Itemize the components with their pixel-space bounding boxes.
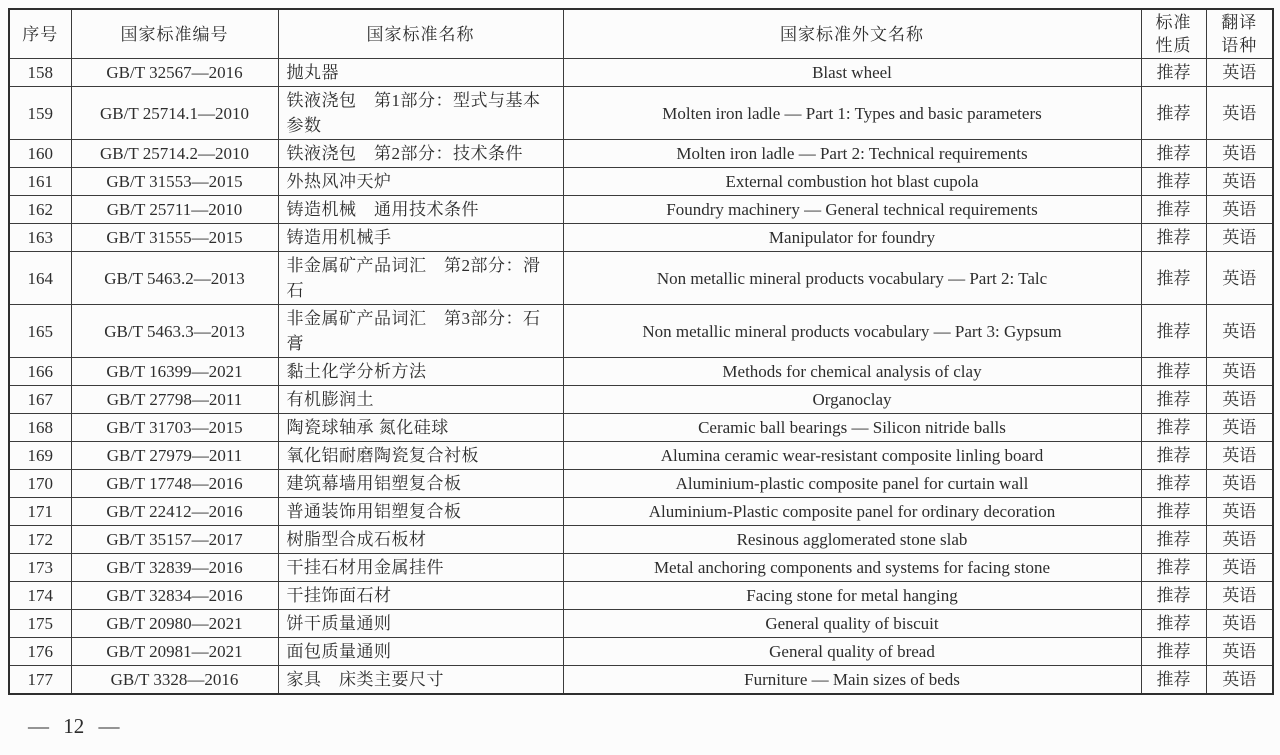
cell-code: GB/T 5463.3—2013 bbox=[71, 305, 278, 358]
cell-name: 家具 床类主要尺寸 bbox=[278, 666, 563, 695]
cell-nature: 推荐 bbox=[1141, 526, 1206, 554]
cell-serial: 177 bbox=[9, 666, 71, 695]
table-row bbox=[9, 498, 1273, 526]
cell-language: 英语 bbox=[1206, 168, 1273, 196]
cell-english-name: Alumina ceramic wear-resistant composite linling board bbox=[563, 442, 1141, 470]
cell-name: 铸造用机械手 bbox=[278, 224, 563, 252]
cell-language: 英语 bbox=[1206, 59, 1273, 87]
cell-nature: 推荐 bbox=[1141, 582, 1206, 610]
cell-code: GB/T 17748—2016 bbox=[71, 470, 278, 498]
cell-serial: 174 bbox=[9, 582, 71, 610]
cell-code: GB/T 20980—2021 bbox=[71, 610, 278, 638]
column-header-language-line1: 翻译 bbox=[1221, 13, 1258, 32]
cell-name: 氧化铝耐磨陶瓷复合衬板 bbox=[278, 442, 563, 470]
cell-code: GB/T 32567—2016 bbox=[71, 59, 278, 87]
column-header-nature bbox=[1141, 9, 1206, 59]
cell-name: 干挂石材用金属挂件 bbox=[278, 554, 563, 582]
cell-name: 树脂型合成石板材 bbox=[278, 526, 563, 554]
cell-nature: 推荐 bbox=[1141, 224, 1206, 252]
cell-english-name: Non metallic mineral products vocabulary — Part 3: Gypsum bbox=[563, 305, 1141, 358]
cell-language: 英语 bbox=[1206, 196, 1273, 224]
cell-nature: 推荐 bbox=[1141, 610, 1206, 638]
column-header-nature-line1: 标准 bbox=[1155, 13, 1192, 32]
cell-name: 非金属矿产品词汇 第2部分：滑石 bbox=[278, 252, 563, 305]
cell-english-name: Manipulator for foundry bbox=[563, 224, 1141, 252]
table-row bbox=[9, 666, 1273, 695]
cell-nature: 推荐 bbox=[1141, 196, 1206, 224]
table-row bbox=[9, 442, 1273, 470]
cell-name: 黏土化学分析方法 bbox=[278, 358, 563, 386]
cell-language: 英语 bbox=[1206, 386, 1273, 414]
cell-name: 普通装饰用铝塑复合板 bbox=[278, 498, 563, 526]
cell-language: 英语 bbox=[1206, 610, 1273, 638]
cell-nature: 推荐 bbox=[1141, 498, 1206, 526]
cell-code: GB/T 31553—2015 bbox=[71, 168, 278, 196]
cell-english-name: Methods for chemical analysis of clay bbox=[563, 358, 1141, 386]
cell-code: GB/T 35157—2017 bbox=[71, 526, 278, 554]
cell-nature: 推荐 bbox=[1141, 638, 1206, 666]
table-row bbox=[9, 196, 1273, 224]
column-header-english-name: 国家标准外文名称 bbox=[563, 9, 1141, 59]
cell-serial: 171 bbox=[9, 498, 71, 526]
cell-nature: 推荐 bbox=[1141, 386, 1206, 414]
table-row bbox=[9, 87, 1273, 140]
cell-nature: 推荐 bbox=[1141, 442, 1206, 470]
cell-english-name: Blast wheel bbox=[563, 59, 1141, 87]
cell-nature: 推荐 bbox=[1141, 252, 1206, 305]
cell-english-name: Metal anchoring components and systems for facing stone bbox=[563, 554, 1141, 582]
cell-serial: 164 bbox=[9, 252, 71, 305]
cell-nature: 推荐 bbox=[1141, 87, 1206, 140]
cell-name: 抛丸器 bbox=[278, 59, 563, 87]
cell-serial: 163 bbox=[9, 224, 71, 252]
cell-english-name: Ceramic ball bearings — Silicon nitride balls bbox=[563, 414, 1141, 442]
cell-language: 英语 bbox=[1206, 526, 1273, 554]
table-row bbox=[9, 610, 1273, 638]
standards-table bbox=[8, 8, 1274, 695]
cell-serial: 165 bbox=[9, 305, 71, 358]
cell-english-name: Furniture — Main sizes of beds bbox=[563, 666, 1141, 695]
cell-nature: 推荐 bbox=[1141, 140, 1206, 168]
cell-name: 铁液浇包 第1部分：型式与基本参数 bbox=[278, 87, 563, 140]
cell-code: GB/T 27798—2011 bbox=[71, 386, 278, 414]
cell-code: GB/T 31555—2015 bbox=[71, 224, 278, 252]
cell-serial: 173 bbox=[9, 554, 71, 582]
column-header-language bbox=[1206, 9, 1273, 59]
cell-code: GB/T 31703—2015 bbox=[71, 414, 278, 442]
table-row bbox=[9, 638, 1273, 666]
cell-serial: 167 bbox=[9, 386, 71, 414]
cell-name: 外热风冲天炉 bbox=[278, 168, 563, 196]
cell-language: 英语 bbox=[1206, 498, 1273, 526]
cell-code: GB/T 25711—2010 bbox=[71, 196, 278, 224]
table-row bbox=[9, 252, 1273, 305]
cell-code: GB/T 32839—2016 bbox=[71, 554, 278, 582]
cell-nature: 推荐 bbox=[1141, 59, 1206, 87]
column-header-name: 国家标准名称 bbox=[278, 9, 563, 59]
table-row bbox=[9, 140, 1273, 168]
cell-serial: 176 bbox=[9, 638, 71, 666]
cell-english-name: Foundry machinery — General technical requirements bbox=[563, 196, 1141, 224]
cell-english-name: Resinous agglomerated stone slab bbox=[563, 526, 1141, 554]
cell-language: 英语 bbox=[1206, 224, 1273, 252]
table-row bbox=[9, 386, 1273, 414]
table-row bbox=[9, 582, 1273, 610]
table-header-row bbox=[9, 9, 1273, 59]
cell-serial: 162 bbox=[9, 196, 71, 224]
cell-language: 英语 bbox=[1206, 140, 1273, 168]
cell-code: GB/T 27979—2011 bbox=[71, 442, 278, 470]
cell-nature: 推荐 bbox=[1141, 358, 1206, 386]
cell-english-name: External combustion hot blast cupola bbox=[563, 168, 1141, 196]
column-header-language-line2: 语种 bbox=[1221, 36, 1258, 55]
cell-language: 英语 bbox=[1206, 87, 1273, 140]
cell-language: 英语 bbox=[1206, 442, 1273, 470]
cell-nature: 推荐 bbox=[1141, 666, 1206, 695]
cell-nature: 推荐 bbox=[1141, 305, 1206, 358]
cell-name: 陶瓷球轴承 氮化硅球 bbox=[278, 414, 563, 442]
cell-code: GB/T 3328—2016 bbox=[71, 666, 278, 695]
cell-english-name: General quality of biscuit bbox=[563, 610, 1141, 638]
cell-nature: 推荐 bbox=[1141, 470, 1206, 498]
cell-name: 有机膨润土 bbox=[278, 386, 563, 414]
cell-name: 非金属矿产品词汇 第3部分：石膏 bbox=[278, 305, 563, 358]
cell-name: 铁液浇包 第2部分：技术条件 bbox=[278, 140, 563, 168]
table-row bbox=[9, 59, 1273, 87]
cell-language: 英语 bbox=[1206, 666, 1273, 695]
cell-code: GB/T 32834—2016 bbox=[71, 582, 278, 610]
cell-code: GB/T 22412—2016 bbox=[71, 498, 278, 526]
cell-code: GB/T 25714.1—2010 bbox=[71, 87, 278, 140]
page-number: — 12 — bbox=[28, 714, 120, 738]
table-row bbox=[9, 168, 1273, 196]
cell-code: GB/T 16399—2021 bbox=[71, 358, 278, 386]
column-header-serial: 序号 bbox=[9, 9, 71, 59]
cell-serial: 175 bbox=[9, 610, 71, 638]
cell-name: 干挂饰面石材 bbox=[278, 582, 563, 610]
cell-code: GB/T 20981—2021 bbox=[71, 638, 278, 666]
column-header-nature-line2: 性质 bbox=[1155, 36, 1192, 55]
cell-serial: 166 bbox=[9, 358, 71, 386]
cell-nature: 推荐 bbox=[1141, 168, 1206, 196]
cell-english-name: Molten iron ladle — Part 2: Technical requirements bbox=[563, 140, 1141, 168]
cell-english-name: Non metallic mineral products vocabulary — Part 2: Talc bbox=[563, 252, 1141, 305]
table-row bbox=[9, 526, 1273, 554]
cell-name: 铸造机械 通用技术条件 bbox=[278, 196, 563, 224]
cell-english-name: Aluminium-Plastic composite panel for ordinary decoration bbox=[563, 498, 1141, 526]
cell-name: 建筑幕墙用铝塑复合板 bbox=[278, 470, 563, 498]
cell-english-name: General quality of bread bbox=[563, 638, 1141, 666]
cell-serial: 172 bbox=[9, 526, 71, 554]
cell-english-name: Molten iron ladle — Part 1: Types and basic parameters bbox=[563, 87, 1141, 140]
cell-nature: 推荐 bbox=[1141, 554, 1206, 582]
cell-english-name: Aluminium-plastic composite panel for curtain wall bbox=[563, 470, 1141, 498]
cell-serial: 158 bbox=[9, 59, 71, 87]
table-row bbox=[9, 554, 1273, 582]
cell-serial: 169 bbox=[9, 442, 71, 470]
table-row bbox=[9, 414, 1273, 442]
cell-serial: 161 bbox=[9, 168, 71, 196]
cell-language: 英语 bbox=[1206, 638, 1273, 666]
cell-serial: 159 bbox=[9, 87, 71, 140]
table-row bbox=[9, 358, 1273, 386]
cell-language: 英语 bbox=[1206, 554, 1273, 582]
cell-language: 英语 bbox=[1206, 582, 1273, 610]
cell-serial: 170 bbox=[9, 470, 71, 498]
cell-name: 饼干质量通则 bbox=[278, 610, 563, 638]
table-row bbox=[9, 224, 1273, 252]
cell-english-name: Organoclay bbox=[563, 386, 1141, 414]
cell-name: 面包质量通则 bbox=[278, 638, 563, 666]
table-row bbox=[9, 305, 1273, 358]
table-row bbox=[9, 470, 1273, 498]
cell-serial: 168 bbox=[9, 414, 71, 442]
cell-language: 英语 bbox=[1206, 252, 1273, 305]
cell-code: GB/T 25714.2—2010 bbox=[71, 140, 278, 168]
cell-language: 英语 bbox=[1206, 470, 1273, 498]
cell-nature: 推荐 bbox=[1141, 414, 1206, 442]
cell-language: 英语 bbox=[1206, 414, 1273, 442]
column-header-code: 国家标准编号 bbox=[71, 9, 278, 59]
cell-language: 英语 bbox=[1206, 305, 1273, 358]
cell-code: GB/T 5463.2—2013 bbox=[71, 252, 278, 305]
cell-language: 英语 bbox=[1206, 358, 1273, 386]
cell-serial: 160 bbox=[9, 140, 71, 168]
cell-english-name: Facing stone for metal hanging bbox=[563, 582, 1141, 610]
